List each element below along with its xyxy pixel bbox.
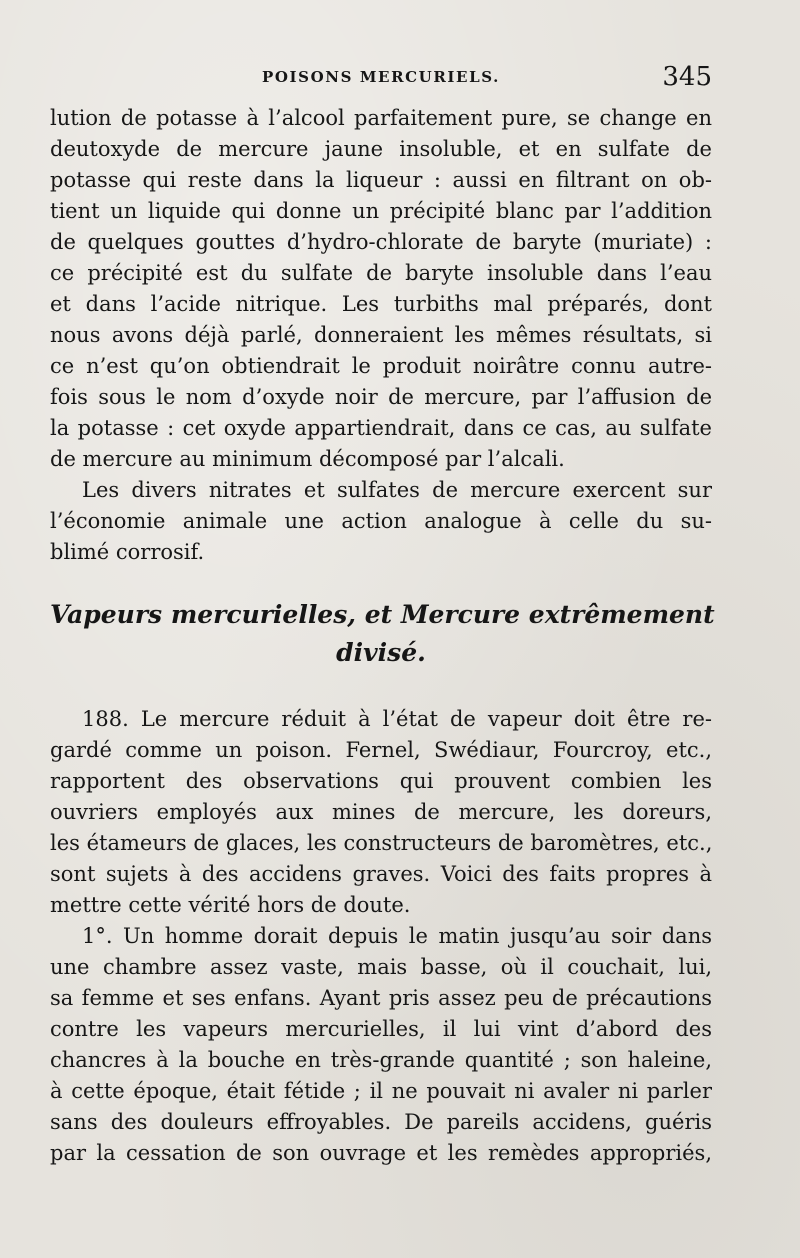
- paragraph-nitrates: [50, 475, 712, 568]
- paragraph-case-1: [50, 921, 712, 1169]
- paragraph-188: [50, 704, 712, 921]
- paragraph-continuation: [50, 103, 712, 475]
- running-title: POISONS MERCURIELS.: [262, 68, 500, 86]
- text-line: chancres à la bouche en très-grande quantité ; son haleine,: [50, 1048, 712, 1072]
- running-head: [50, 62, 712, 96]
- text-line: deutoxyde de mercure jaune insoluble, et en sulfate de: [50, 137, 712, 161]
- page-number: 345: [662, 62, 712, 92]
- text-line: ce n’est qu’on obtiendrait le produit noirâtre connu autre-: [50, 354, 712, 378]
- text-line: l’économie animale une action analogue à celle du su-: [50, 509, 712, 533]
- text-line: ouvriers employés aux mines de mercure, les doreurs,: [50, 800, 712, 824]
- text-line: sont sujets à des accidens graves. Voici des faits propres à: [50, 862, 712, 886]
- text-line: de mercure au minimum décomposé par l’alcali.: [50, 447, 565, 471]
- text-line: à cette époque, était fétide ; il ne pouvait ni avaler ni parler: [50, 1079, 712, 1103]
- text-line: les étameurs de glaces, les constructeurs de baromètres, etc.,: [50, 831, 712, 855]
- text-line: gardé comme un poison. Fernel, Swédiaur, Fourcroy, etc.,: [50, 738, 712, 762]
- text-line: potasse qui reste dans la liqueur : aussi en filtrant on ob-: [50, 168, 712, 192]
- text-line: lution de potasse à l’alcool parfaitement pure, se change en: [50, 106, 712, 130]
- text-line: et dans l’acide nitrique. Les turbiths mal préparés, dont: [50, 292, 712, 316]
- text-line: par la cessation de son ouvrage et les remèdes appropriés,: [50, 1141, 712, 1165]
- text-line: nous avons déjà parlé, donneraient les mêmes résultats, si: [50, 323, 712, 347]
- text-line: mettre cette vérité hors de doute.: [50, 893, 411, 917]
- heading-line: Vapeurs mercurielles, et Mercure extrêmement: [50, 600, 715, 629]
- text-line: Les divers nitrates et sulfates de mercure exercent sur: [82, 478, 712, 502]
- text-line: contre les vapeurs mercurielles, il lui vint d’abord des: [50, 1017, 712, 1041]
- section-heading: [50, 596, 715, 672]
- text-line: 1°. Un homme dorait depuis le matin jusqu’au soir dans: [82, 924, 712, 948]
- text-line: 188. Le mercure réduit à l’état de vapeur doit être re-: [82, 707, 712, 731]
- text-line: une chambre assez vaste, mais basse, où il couchait, lui,: [50, 955, 712, 979]
- body-text: [50, 103, 715, 1169]
- spacer: [50, 568, 712, 596]
- heading-line: divisé.: [336, 638, 426, 667]
- text-line: tient un liquide qui donne un précipité blanc par l’addition: [50, 199, 712, 223]
- text-line: rapportent des observations qui prouvent combien les: [50, 769, 712, 793]
- text-line: sa femme et ses enfans. Ayant pris assez peu de précautions: [50, 986, 712, 1010]
- text-line: la potasse : cet oxyde appartiendrait, dans ce cas, au sulfate: [50, 416, 712, 440]
- text-line: blimé corrosif.: [50, 540, 205, 564]
- spacer: [50, 672, 712, 704]
- text-line: de quelques gouttes d’hydro-chlorate de baryte (muriate) :: [50, 230, 712, 254]
- text-line: fois sous le nom d’oxyde noir de mercure, par l’affusion de: [50, 385, 712, 409]
- text-line: sans des douleurs effroyables. De pareils accidens, guéris: [50, 1110, 712, 1134]
- text-line: ce précipité est du sulfate de baryte insoluble dans l’eau: [50, 261, 712, 285]
